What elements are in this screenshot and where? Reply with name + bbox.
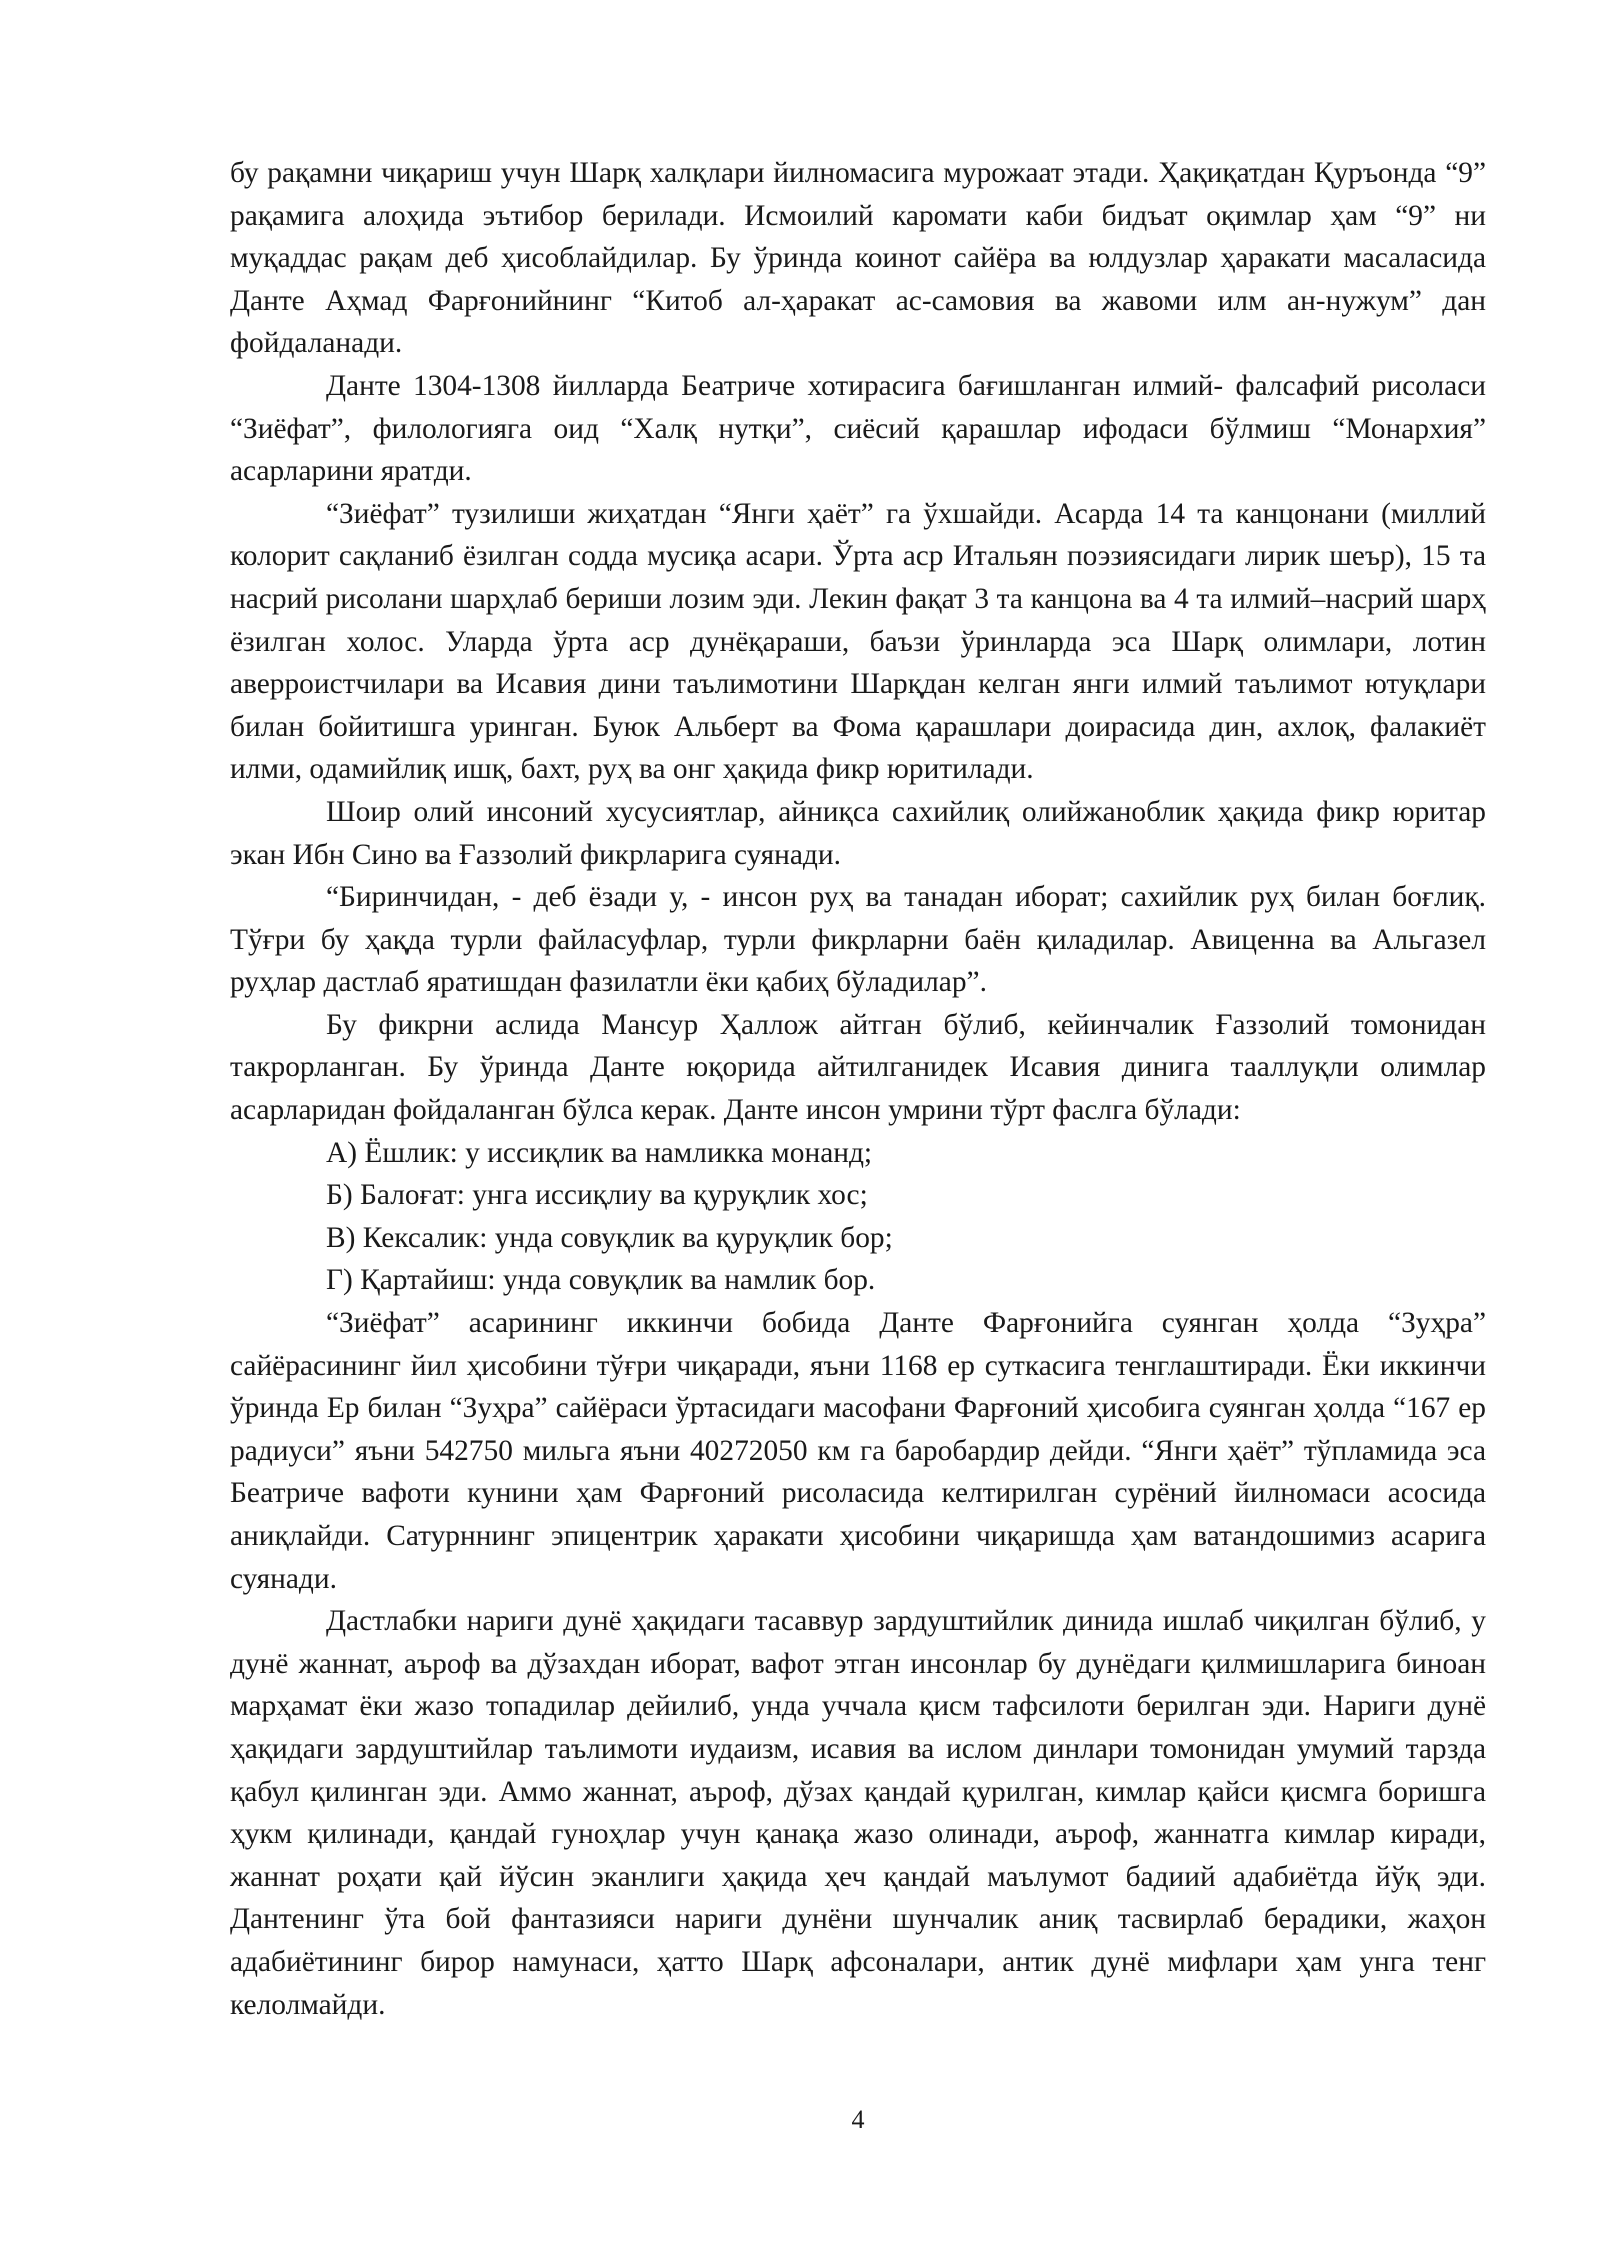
paragraph: Дастлабки нариги дунё ҳақидаги тасаввур зардуштийлик динида ишлаб чиқилган бўлиб, у дунё жаннат, аъроф ва дўзахдан иборат, вафот этган инсонлар бу дунёдаги қилмишларига биноан марҳамат ёки жазо топадилар дейилиб, унда уччала қисм тафсилоти берилган эди. Нариги дунё ҳақидаги зардуштийлар таълимоти иудаизм, исавия ва ислом динлари томонидан умумий тарзда қабул қилинган эди. Аммо жаннат, аъроф, дўзах қандай қурилган, кимлар қайси қисмга боришга ҳукм қилинади, қандай гуноҳлар учун қанақа жазо олинади, аъроф, жаннатга кимлар киради, жаннат роҳати қай йўсин эканлиги ҳақида ҳеч қандай маълумот бадиий адабиётда йўқ эди. Дантенинг ўта бой фантазияси нариги дунёни шунчалик аниқ тасвирлаб берадики, жаҳон адабиётининг бирор намунаси, ҳатто Шарқ афсоналари, антик дунё мифлари ҳам унга тенг келолмайди. (230, 1605, 1486, 2021)
paragraph: Бу фикрни аслида Мансур Ҳаллож айтган бўлиб, кейинчалик Ғаззолий томонидан такрорланган. Бу ўринда Данте юқорида айтилганидек Исавия динига тааллуқли олимлар асарларидан фойдаланган бўлса керак. Данте инсон умрини тўрт фаслга бўлади: (230, 1008, 1486, 1127)
list-item: Г) Қартайиш: унда совуқлик ва намлик бор. (326, 1264, 876, 1297)
body-text (230, 152, 1486, 2026)
list-item: Б) Балоғат: унга иссиқлиу ва қуруқлик хос; (326, 1179, 868, 1212)
quote-paragraph: “Биринчидан, - деб ёзади у, - инсон руҳ ва танадан иборат; сахийлик руҳ билан боғлиқ. Тўғри бу ҳақда турли файласуфлар, турли фикрларни баён қиладилар. Авиценна ва Альгазел руҳлар дастлаб яратишдан фазилатли ёки қабиҳ бўладилар”. (230, 881, 1486, 999)
paragraph: Шоир олий инсоний хусусиятлар, айниқса сахийлиқ олийжаноблик ҳақида фикр юритар экан Ибн Сино ва Ғаззолий фикрларига суянади. (230, 795, 1486, 871)
page-number: 4 (851, 2105, 865, 2134)
list-item: А) Ёшлик: у иссиқлик ва намликка монанд; (326, 1136, 873, 1169)
paragraph: “Зиёфат” асарининг иккинчи бобида Данте Фарғонийга суянган ҳолда “Зуҳра” сайёрасининг йил ҳисобини тўғри чиқаради, яъни 1168 ер суткасига тенглаштиради. Ёки иккинчи ўринда Ер билан “Зуҳра” сайёраси ўртасидаги масофани Фарғоний ҳисобига суянган ҳолда “167 ер радиуси” яъни 542750 мильга яъни 40272050 км га баробардир дейди. “Янги ҳаёт” тўпламида эса Беатриче вафоти кунини ҳам Фарғоний рисоласида келтирилган сурёний йилномаси асосида аниқлайди. Сатурннинг эпицентрик ҳаракати ҳисобини чиқаришда ҳам ватандошимиз асарига суянади. (230, 1307, 1486, 1595)
paragraph-continuation: бу рақамни чиқариш учун Шарқ халқлари йилномасига мурожаат этади. Ҳақиқатдан Қуръонда “9” рақамига алоҳида эътибор берилади. Исмоилий каромати каби бидъат оқимлар ҳам “9” ни муқаддас рақам деб ҳисоблайдилар. Бу ўринда коинот сайёра ва юлдузлар ҳаракати масаласида Данте Аҳмад Фарғонийнинг “Китоб ал-ҳаракат ас-самовия ва жавоми илм ан-нужум” дан фойдаланади. (230, 157, 1486, 360)
list-item: В) Кексалик: унда совуқлик ва қуруқлик бор; (326, 1221, 893, 1254)
paragraph: Данте 1304-1308 йилларда Беатриче хотирасига бағишланган илмий- фалсафий рисоласи “Зиёфат”, филологияга оид “Халқ нутқи”, сиёсий қарашлар ифодаси бўлмиш “Монархия” асарларини яратди. (230, 369, 1486, 488)
paragraph: “Зиёфат” тузилиши жиҳатдан “Янги ҳаёт” га ўхшайди. Асарда 14 та канцонани (миллий колорит сақланиб ёзилган содда мусиқа асари. Ўрта аср Итальян поэзиясидаги лирик шеър), 15 та насрий рисолани шарҳлаб бериши лозим эди. Лекин фақат 3 та канцона ва 4 та илмий–насрий шарҳ ёзилган холос. Уларда ўрта аср дунёқараши, баъзи ўринларда эса Шарқ олимлари, лотин аверроистчилари ва Исавия дини таълимотини Шарқдан келган янги илмий таълимот ютуқлари билан бойитишга уринган. Буюк Альберт ва Фома қарашлари доирасида дин, ахлоқ, фалакиёт илми, одамийлиқ ишқ, бахт, руҳ ва онг ҳақида фикр юритилади. (230, 497, 1486, 786)
